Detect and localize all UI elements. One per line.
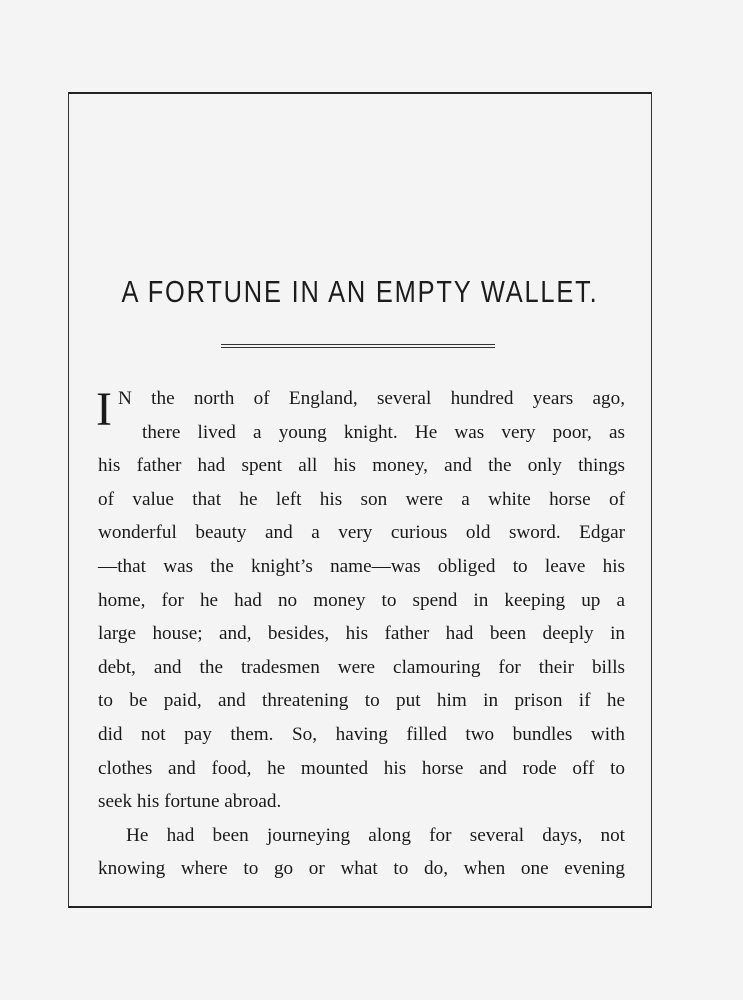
- text-line: —that was the knight’s name—was obliged to leave his: [98, 555, 625, 577]
- text-line: large house; and, besides, his father had been deeply in: [98, 623, 625, 645]
- chapter-title: A FORTUNE IN AN EMPTY WALLET.: [121, 274, 599, 309]
- story-body: [98, 382, 625, 886]
- text-line: to be paid, and threatening to put him in prison if he: [98, 690, 625, 712]
- text-line: of value that he left his son were a white horse of: [98, 488, 625, 510]
- page-border: [68, 92, 652, 908]
- text-line: seek his fortune abroad.: [98, 791, 282, 813]
- text-line: N the north of England, several hundred years ago,: [118, 388, 625, 409]
- text-line: did not pay them. So, having filled two bundles with: [98, 723, 625, 745]
- text-line: He had been journeying along for several days, not: [126, 824, 625, 846]
- drop-cap: I: [96, 383, 112, 436]
- text-line: his father had spent all his money, and the only things: [98, 455, 625, 477]
- text-line: there lived a young knight. He was very poor, as: [142, 421, 625, 443]
- text-line: wonderful beauty and a very curious old sword. Edgar: [98, 522, 625, 544]
- text-line: home, for he had no money to spend in keeping up a: [98, 589, 625, 611]
- text-line: clothes and food, he mounted his horse and rode off to: [98, 757, 625, 779]
- text-line: knowing where to go or what to do, when one evening: [98, 858, 625, 880]
- text-line: debt, and the tradesmen were clamouring for their bills: [98, 656, 625, 678]
- title-double-rule: [221, 344, 495, 348]
